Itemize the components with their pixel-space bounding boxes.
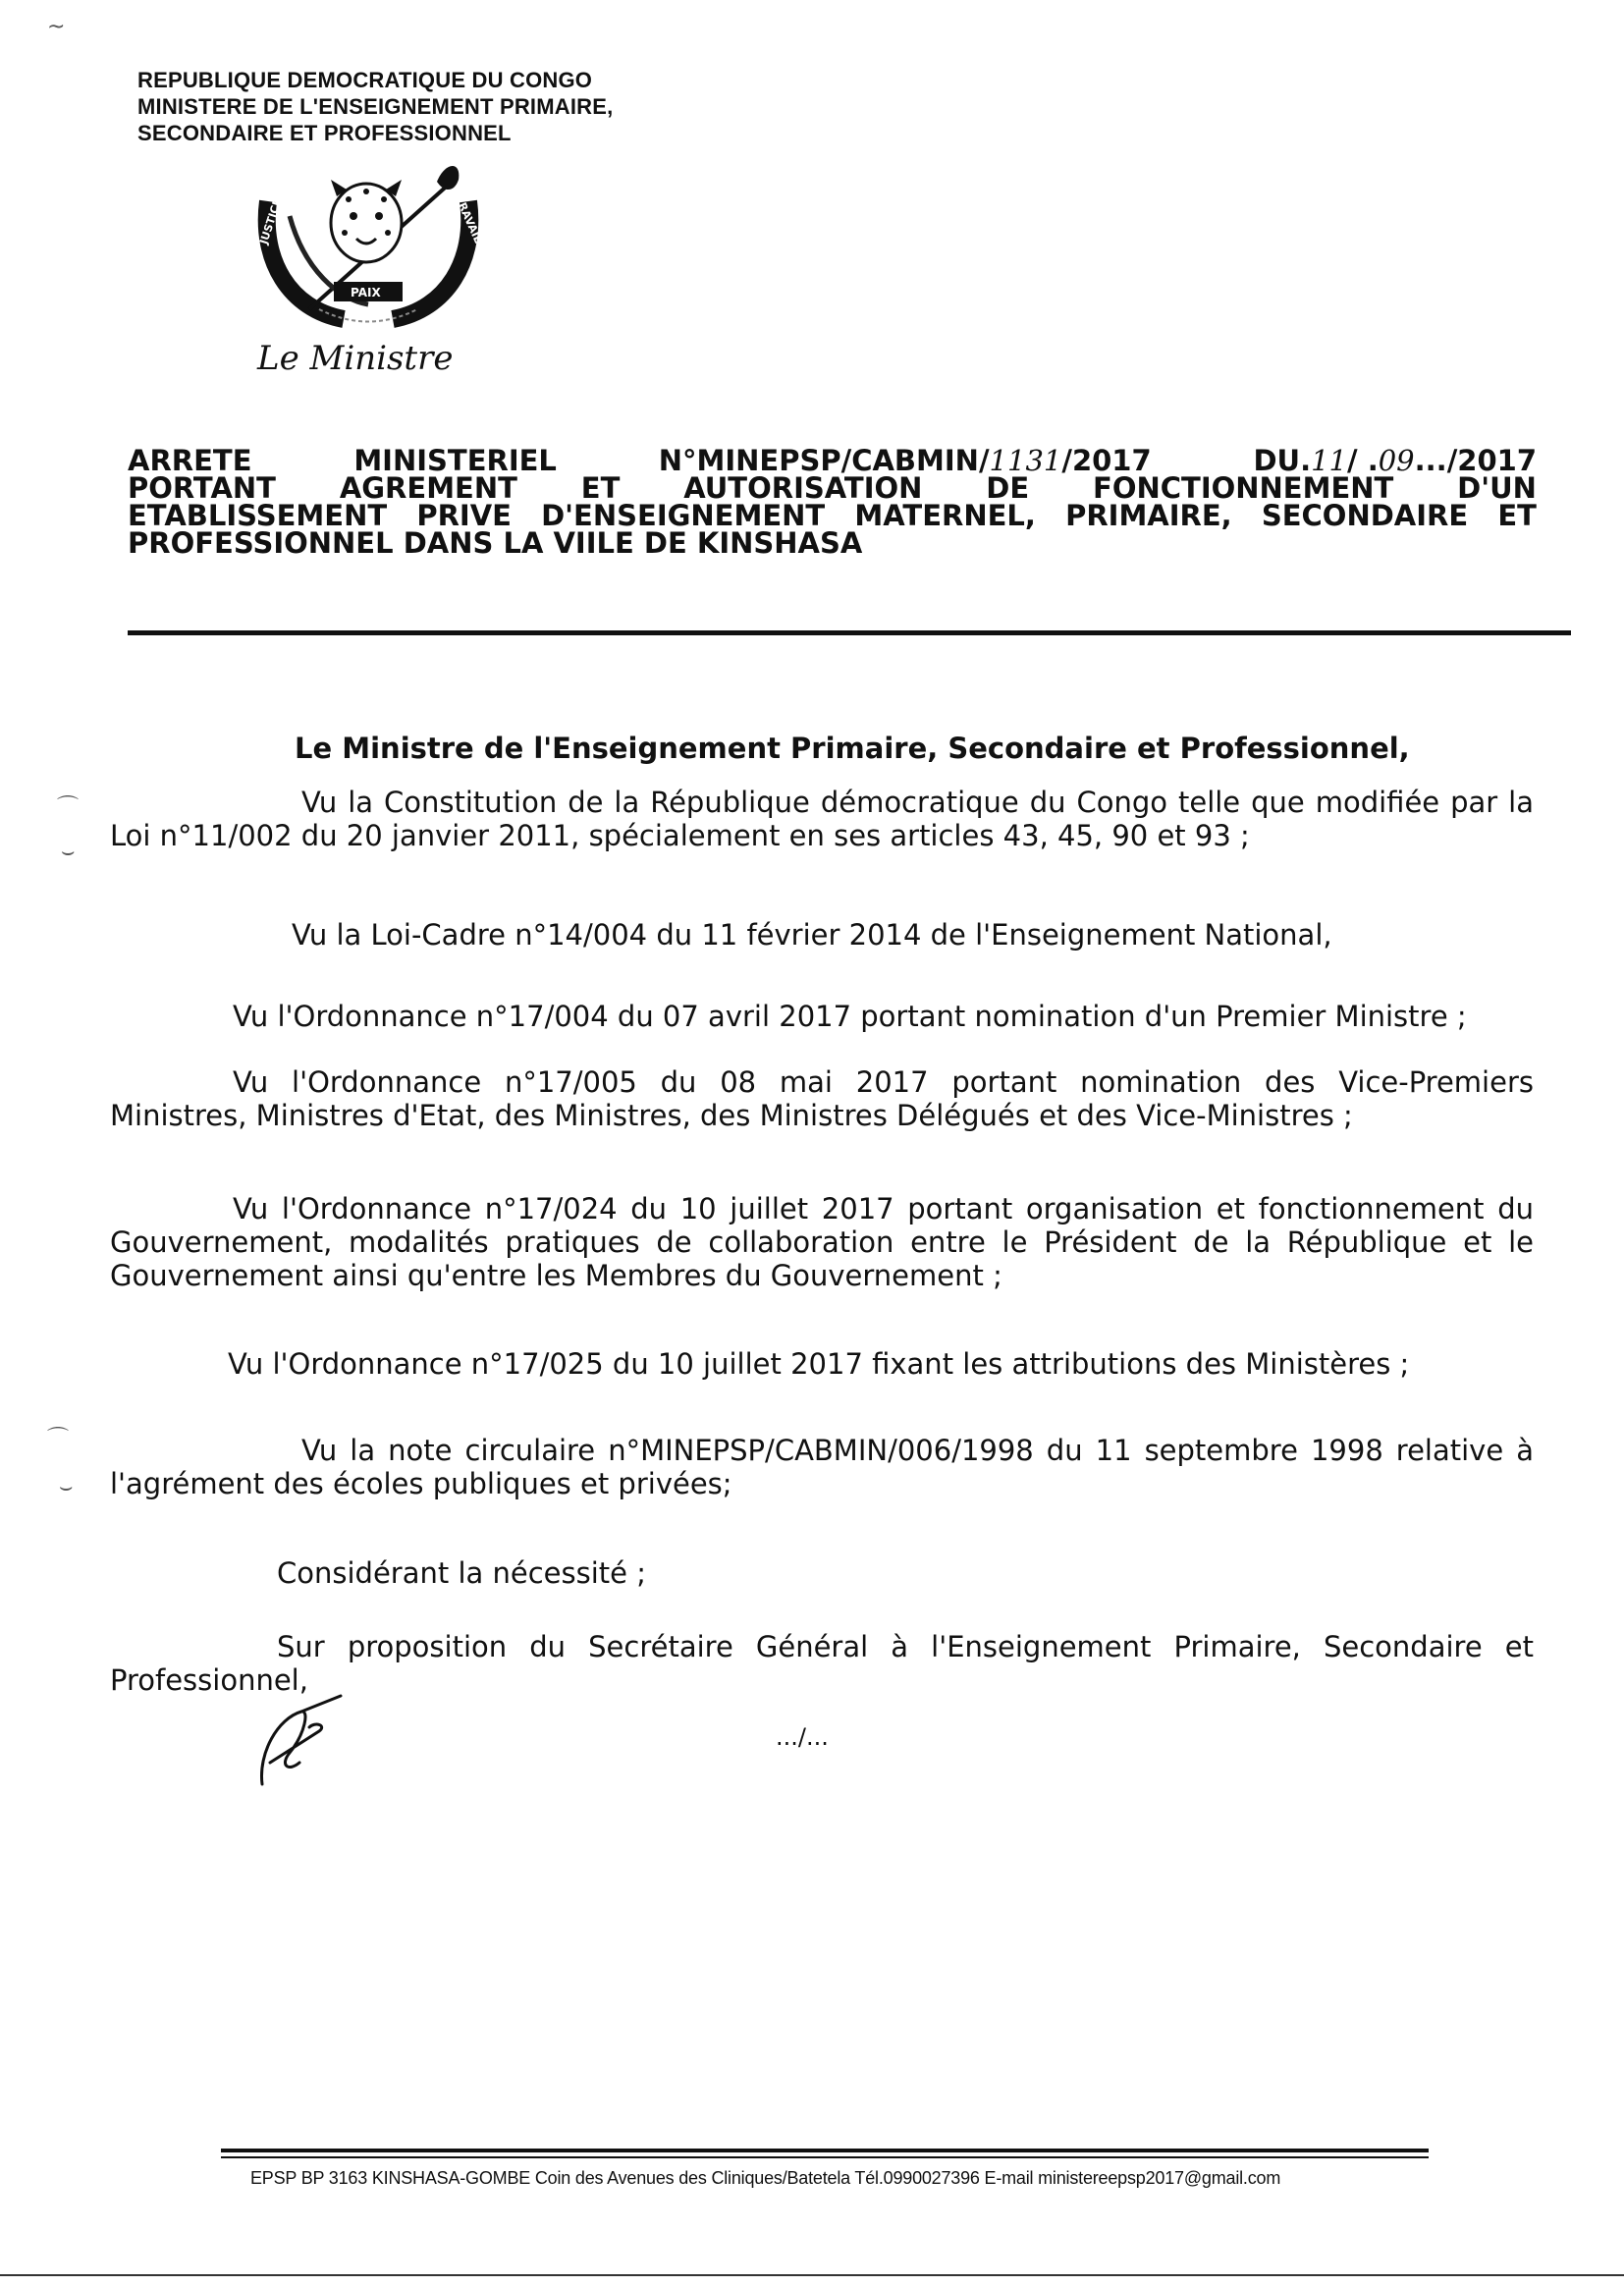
margin-mark: ⌣ [59, 1475, 74, 1499]
paragraph-ordonnance-024: Vu l'Ordonnance n°17/024 du 10 juillet 2017 portant organisation et fonctionnement du Gouvernement, modalités pratiques de collaboration entre le Président de la République et le Gouvernement ainsi qu'entre les Membres du Gouvernement ; [110, 1192, 1534, 1292]
margin-mark: ~ [47, 15, 66, 39]
letterhead [137, 67, 613, 146]
handwritten-day: 11 [1311, 444, 1348, 477]
paragraph-proposition: Sur proposition du Secrétaire Général à l'Enseignement Primaire, Secondaire et Professionnel, [110, 1630, 1534, 1697]
paragraph-ordonnance-005: Vu l'Ordonnance n°17/005 du 08 mai 2017 portant nomination des Vice-Premiers Ministres, Ministres d'Etat, des Ministres, des Ministres Délégués et des Vice-Ministres ; [110, 1065, 1534, 1132]
paragraph-constitution: Vu la Constitution de la République démocratique du Congo telle que modifiée par la Loi n°11/002 du 20 janvier 2011, spécialement en ses articles 43, 45, 90 et 93 ; [110, 786, 1534, 852]
handwritten-month: 09 [1378, 444, 1415, 477]
title-word: MINISTERIEL [353, 444, 557, 477]
title-line-1 [128, 444, 1537, 477]
margin-mark: ⌣ [61, 840, 76, 864]
title-line-2: PORTANT AGREMENT ET AUTORISATION DE FONCTIONNEMENT D'UN [128, 471, 1537, 505]
minister-heading: Le Ministre de l'Enseignement Primaire, Secondaire et Professionnel, [295, 732, 1410, 765]
footer-address: EPSP BP 3163 KINSHASA-GOMBE Coin des Avenues des Cliniques/Batetela Tél.0990027396 E-mail ministereepsp2017@gmail.com [250, 2168, 1281, 2188]
coat-of-arms-icon [250, 162, 486, 349]
paragraph-ordonnance-004: Vu l'Ordonnance n°17/004 du 07 avril 2017 portant nomination d'un Premier Ministre ; [233, 1000, 1467, 1033]
title-word: ARRETE [128, 444, 252, 477]
letterhead-line-1: REPUBLIQUE DEMOCRATIQUE DU CONGO [137, 68, 593, 92]
letterhead-line-2: MINISTERE DE L'ENSEIGNEMENT PRIMAIRE, [137, 94, 614, 119]
ministre-label: Le Ministre [257, 339, 454, 378]
paragraph-loi-cadre: Vu la Loi-Cadre n°14/004 du 11 février 2014 de l'Enseignement National, [292, 918, 1332, 952]
continuation-mark: .../... [776, 1723, 829, 1751]
title-line-4: PROFESSIONNEL DANS LA VIILE DE KINSHASA [128, 526, 863, 560]
handwritten-initials-icon [250, 1694, 358, 1792]
handwritten-number: 1131 [989, 444, 1062, 477]
letterhead-line-3: SECONDAIRE ET PROFESSIONNEL [137, 121, 512, 145]
title-underline [128, 630, 1571, 635]
decree-number: N°MINEPSP/CABMIN/1131/2017 [658, 444, 1152, 477]
motto-right: TRAVAIL [452, 193, 485, 245]
margin-mark: ⌒ [57, 795, 80, 820]
paragraph-considerant: Considérant la nécessité ; [277, 1556, 646, 1590]
margin-mark: ⌒ [47, 1427, 70, 1451]
title-line-3: ETABLISSEMENT PRIVE D'ENSEIGNEMENT MATERNEL, PRIMAIRE, SECONDAIRE ET [128, 499, 1537, 532]
paragraph-ordonnance-025: Vu l'Ordonnance n°17/025 du 10 juillet 2017 fixant les attributions des Ministères ; [228, 1347, 1410, 1381]
footer-rule [221, 2149, 1429, 2152]
decree-date: DU.11/ .09.../2017 [1253, 444, 1537, 477]
footer-rule [221, 2156, 1429, 2158]
motto-center: PAIX [351, 286, 381, 299]
motto-left: JUSTICE [257, 196, 285, 246]
decree-title [128, 444, 1537, 560]
paragraph-note-circulaire: Vu la note circulaire n°MINEPSP/CABMIN/006/1998 du 11 septembre 1998 relative à l'agrément des écoles publiques et privées; [110, 1434, 1534, 1500]
scan-edge-line [0, 2274, 1624, 2276]
